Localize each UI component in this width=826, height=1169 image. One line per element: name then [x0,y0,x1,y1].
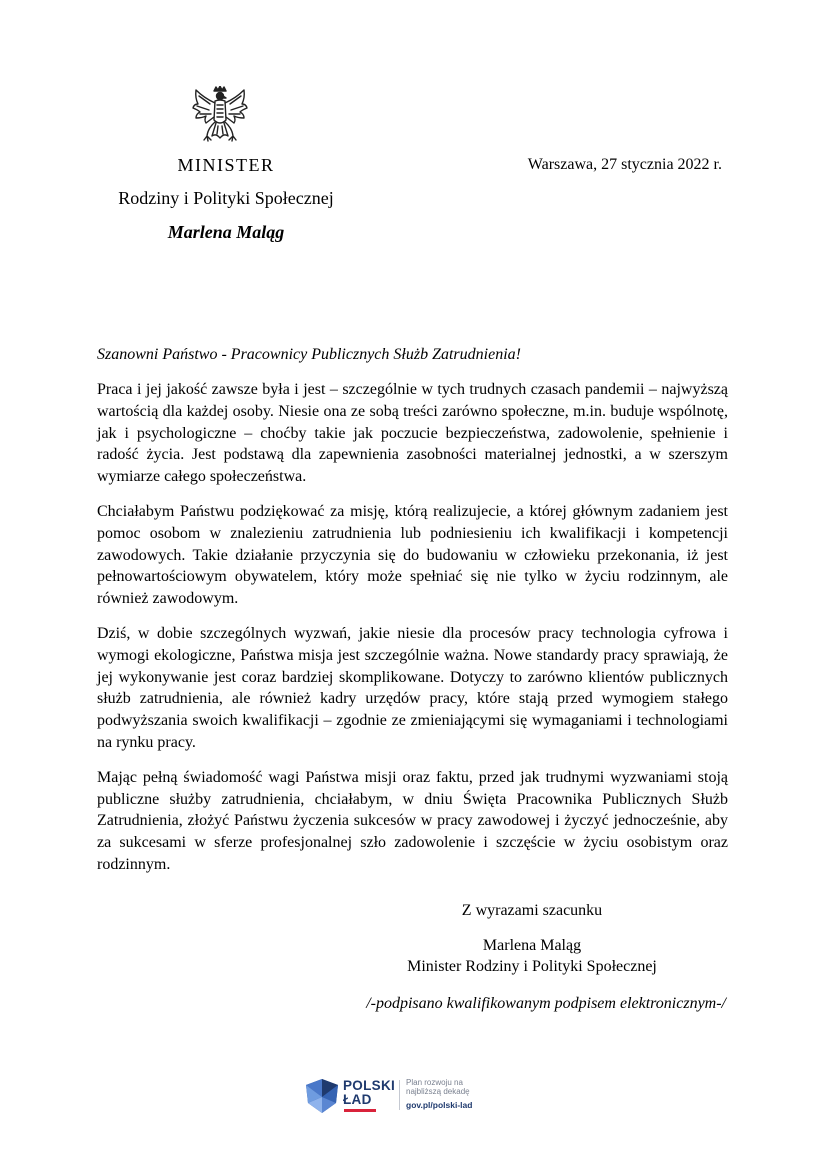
paragraph-3: Dziś, w dobie szczególnych wyzwań, jakie niesie dla procesów pracy technologia cyfrowa i wymogi ekologiczne, Państwa misja jest szczególnie ważna. Nowe standardy pracy sprawiają, że jej wykonywanie jest coraz bardziej skomplikowane. Dotyczy to zarówno klientów publicznych służb zatrudnienia, ale również kadry urzędów pracy, które stają przed wymogiem stałego podwyższania swoich kwalifikacji – zgodnie ze zmieniającymi się wymaganiami i technologiami na rynku pracy. [97,624,728,751]
ministry-name: Rodziny i Polityki Społecznej [118,188,334,208]
logo-divider [399,1080,400,1110]
minister-name: Marlena Maląg [167,222,285,242]
letter-date: Warszawa, 27 stycznia 2022 r. [527,156,722,173]
logo-tagline-line1: Plan rozwoju na [406,1078,463,1087]
logo-tagline-line2: najbliższą dekadę [406,1087,470,1096]
signer-name: Marlena Maląg [482,937,582,954]
paragraph-1: Praca i jej jakość zawsze była i jest – szczególnie w tych trudnych czasach pandemii – najwyższą wartością dla każdej osoby. Niesie ona ze sobą treści zarówno społeczne, m.in. buduje wspólnotę, jak i psychologiczne – choćby takie jak poczucie bezpieczeństwa, zadowolenie, spełnienie i radość życia. Jest podstawą dla zapewnienia zasobności materialnej jednostki, a w szerszym wymiarze całego społeczeństwa. [97,381,728,486]
polish-eagle-icon [190,86,250,152]
salutation: Szanowni Państwo - Pracownicy Publicznych Służb Zatrudnienia! [97,346,521,363]
polski-lad-logo [304,1076,504,1116]
closing-phrase: Z wyrazami szacunku [461,902,603,919]
electronic-signature-note: /-podpisano kwalifikowanym podpisem elektronicznym-/ [366,995,726,1012]
letter-body [97,379,728,889]
logo-url: gov.pl/polski-lad [406,1100,473,1110]
signer-title: Minister Rodziny i Polityki Społecznej [407,958,657,975]
paragraph-4: Mając pełną świadomość wagi Państwa misji oraz faktu, przed jak trudnymi wyzwaniami stoją publiczne służby zatrudnienia, chciałabym, w dniu Święta Pracownika Publicznych Służb Zatrudnienia, złożyć Państwu życzenia sukcesów w pracy zawodowej i życzyć jednocześnie, aby za sukcesami w sferze profesjonalnej szło zadowolenie i szczęście w życiu osobistym oraz rodzinnym. [97,768,728,873]
logo-text-polski: POLSKI [343,1078,396,1093]
paragraph-2: Chciałabym Państwu podziękować za misję, którą realizujecie, a której głównym zadaniem jest pomoc osobom w znalezieniu zatrudnienia lub podniesieniu ich kwalifikacji i kompetencji zawodowych. Takie działanie przyczynia się do budowaniu w człowieku przekonania, iż jest pełnowartościowym obywatelem, który może spełniać się nie tylko w życiu rodzinnym, ale również zawodowym. [97,502,728,608]
minister-heading: MINISTER [177,155,275,175]
polski-lad-shield-icon [304,1077,340,1115]
logo-text-lad: ŁAD [343,1092,372,1107]
logo-accent-bar [344,1109,376,1112]
